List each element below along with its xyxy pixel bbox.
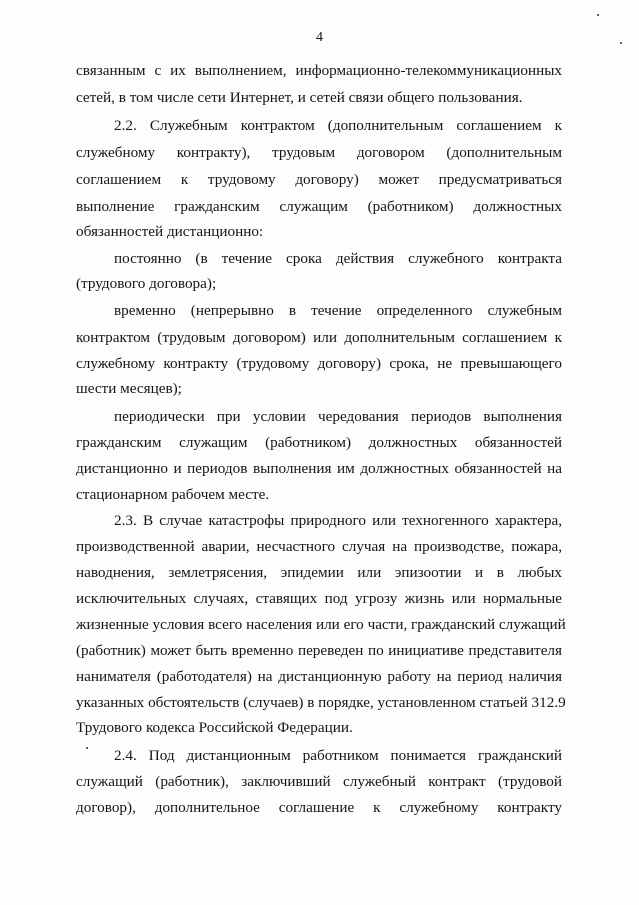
- text-line: договор), дополнительное соглашение к служебному контракту: [76, 799, 562, 816]
- text-line: стационарном рабочем месте.: [76, 486, 270, 503]
- scan-speck: [620, 42, 622, 44]
- text-line: обязанностей дистанционно:: [76, 223, 264, 240]
- text-line: жизненные условия всего населения или его части, гражданский служащий: [76, 616, 566, 633]
- paragraph-2-3-first-line: 2.3. В случае катастрофы природного или техногенного характера,: [114, 512, 562, 529]
- text-line: сетей, в том числе сети Интернет, и сетей связи общего пользования.: [76, 89, 523, 106]
- text-line: дистанционно и периодов выполнения им должностных обязанностей на: [76, 460, 562, 477]
- list-item-temporary: временно (непрерывно в течение определенного служебным: [114, 302, 562, 319]
- scan-speck: [597, 14, 599, 16]
- list-item-permanent: постоянно (в течение срока действия служебного контракта: [114, 250, 562, 267]
- text-line: исключительных случаях, ставящих под угрозу жизнь или нормальные: [76, 590, 562, 607]
- text-line: связанным с их выполнением, информационно-телекоммуникационных: [76, 62, 562, 79]
- text-line: Трудового кодекса Российской Федерации.: [76, 719, 353, 736]
- text-line: наводнения, землетрясения, эпидемии или эпизоотии и в любых: [76, 564, 562, 581]
- scan-speck: [86, 747, 88, 749]
- text-line: служебному контракту (трудовому договору) срока, не превышающего: [76, 355, 562, 372]
- page-number: 4: [316, 30, 323, 45]
- paragraph-2-4-first-line: 2.4. Под дистанционным работником понимается гражданский: [114, 747, 562, 764]
- text-line: соглашением к трудовому договору) может предусматриваться: [76, 171, 562, 188]
- text-line: указанных обстоятельств (случаев) в порядке, установленном статьей 312.9: [76, 694, 566, 711]
- text-line: производственной аварии, несчастного случая на производстве, пожара,: [76, 538, 562, 555]
- text-line: контрактом (трудовым договором) или дополнительным соглашением к: [76, 329, 562, 346]
- text-line: служащий (работник), заключивший служебный контракт (трудовой: [76, 773, 562, 790]
- text-line: (трудового договора);: [76, 275, 217, 292]
- text-line: выполнение гражданским служащим (работником) должностных: [76, 198, 562, 215]
- text-line: нанимателя (работодателя) на дистанционную работу на период наличия: [76, 668, 562, 685]
- text-line: гражданским служащим (работником) должностных обязанностей: [76, 434, 562, 451]
- text-line: служебному контракту), трудовым договором (дополнительным: [76, 144, 562, 161]
- text-line: шести месяцев);: [76, 380, 182, 397]
- list-item-periodic: периодически при условии чередования периодов выполнения: [114, 408, 562, 425]
- text-line: (работник) может быть временно переведен по инициативе представителя: [76, 642, 562, 659]
- paragraph-2-2-first-line: 2.2. Служебным контрактом (дополнительным соглашением к: [114, 117, 562, 134]
